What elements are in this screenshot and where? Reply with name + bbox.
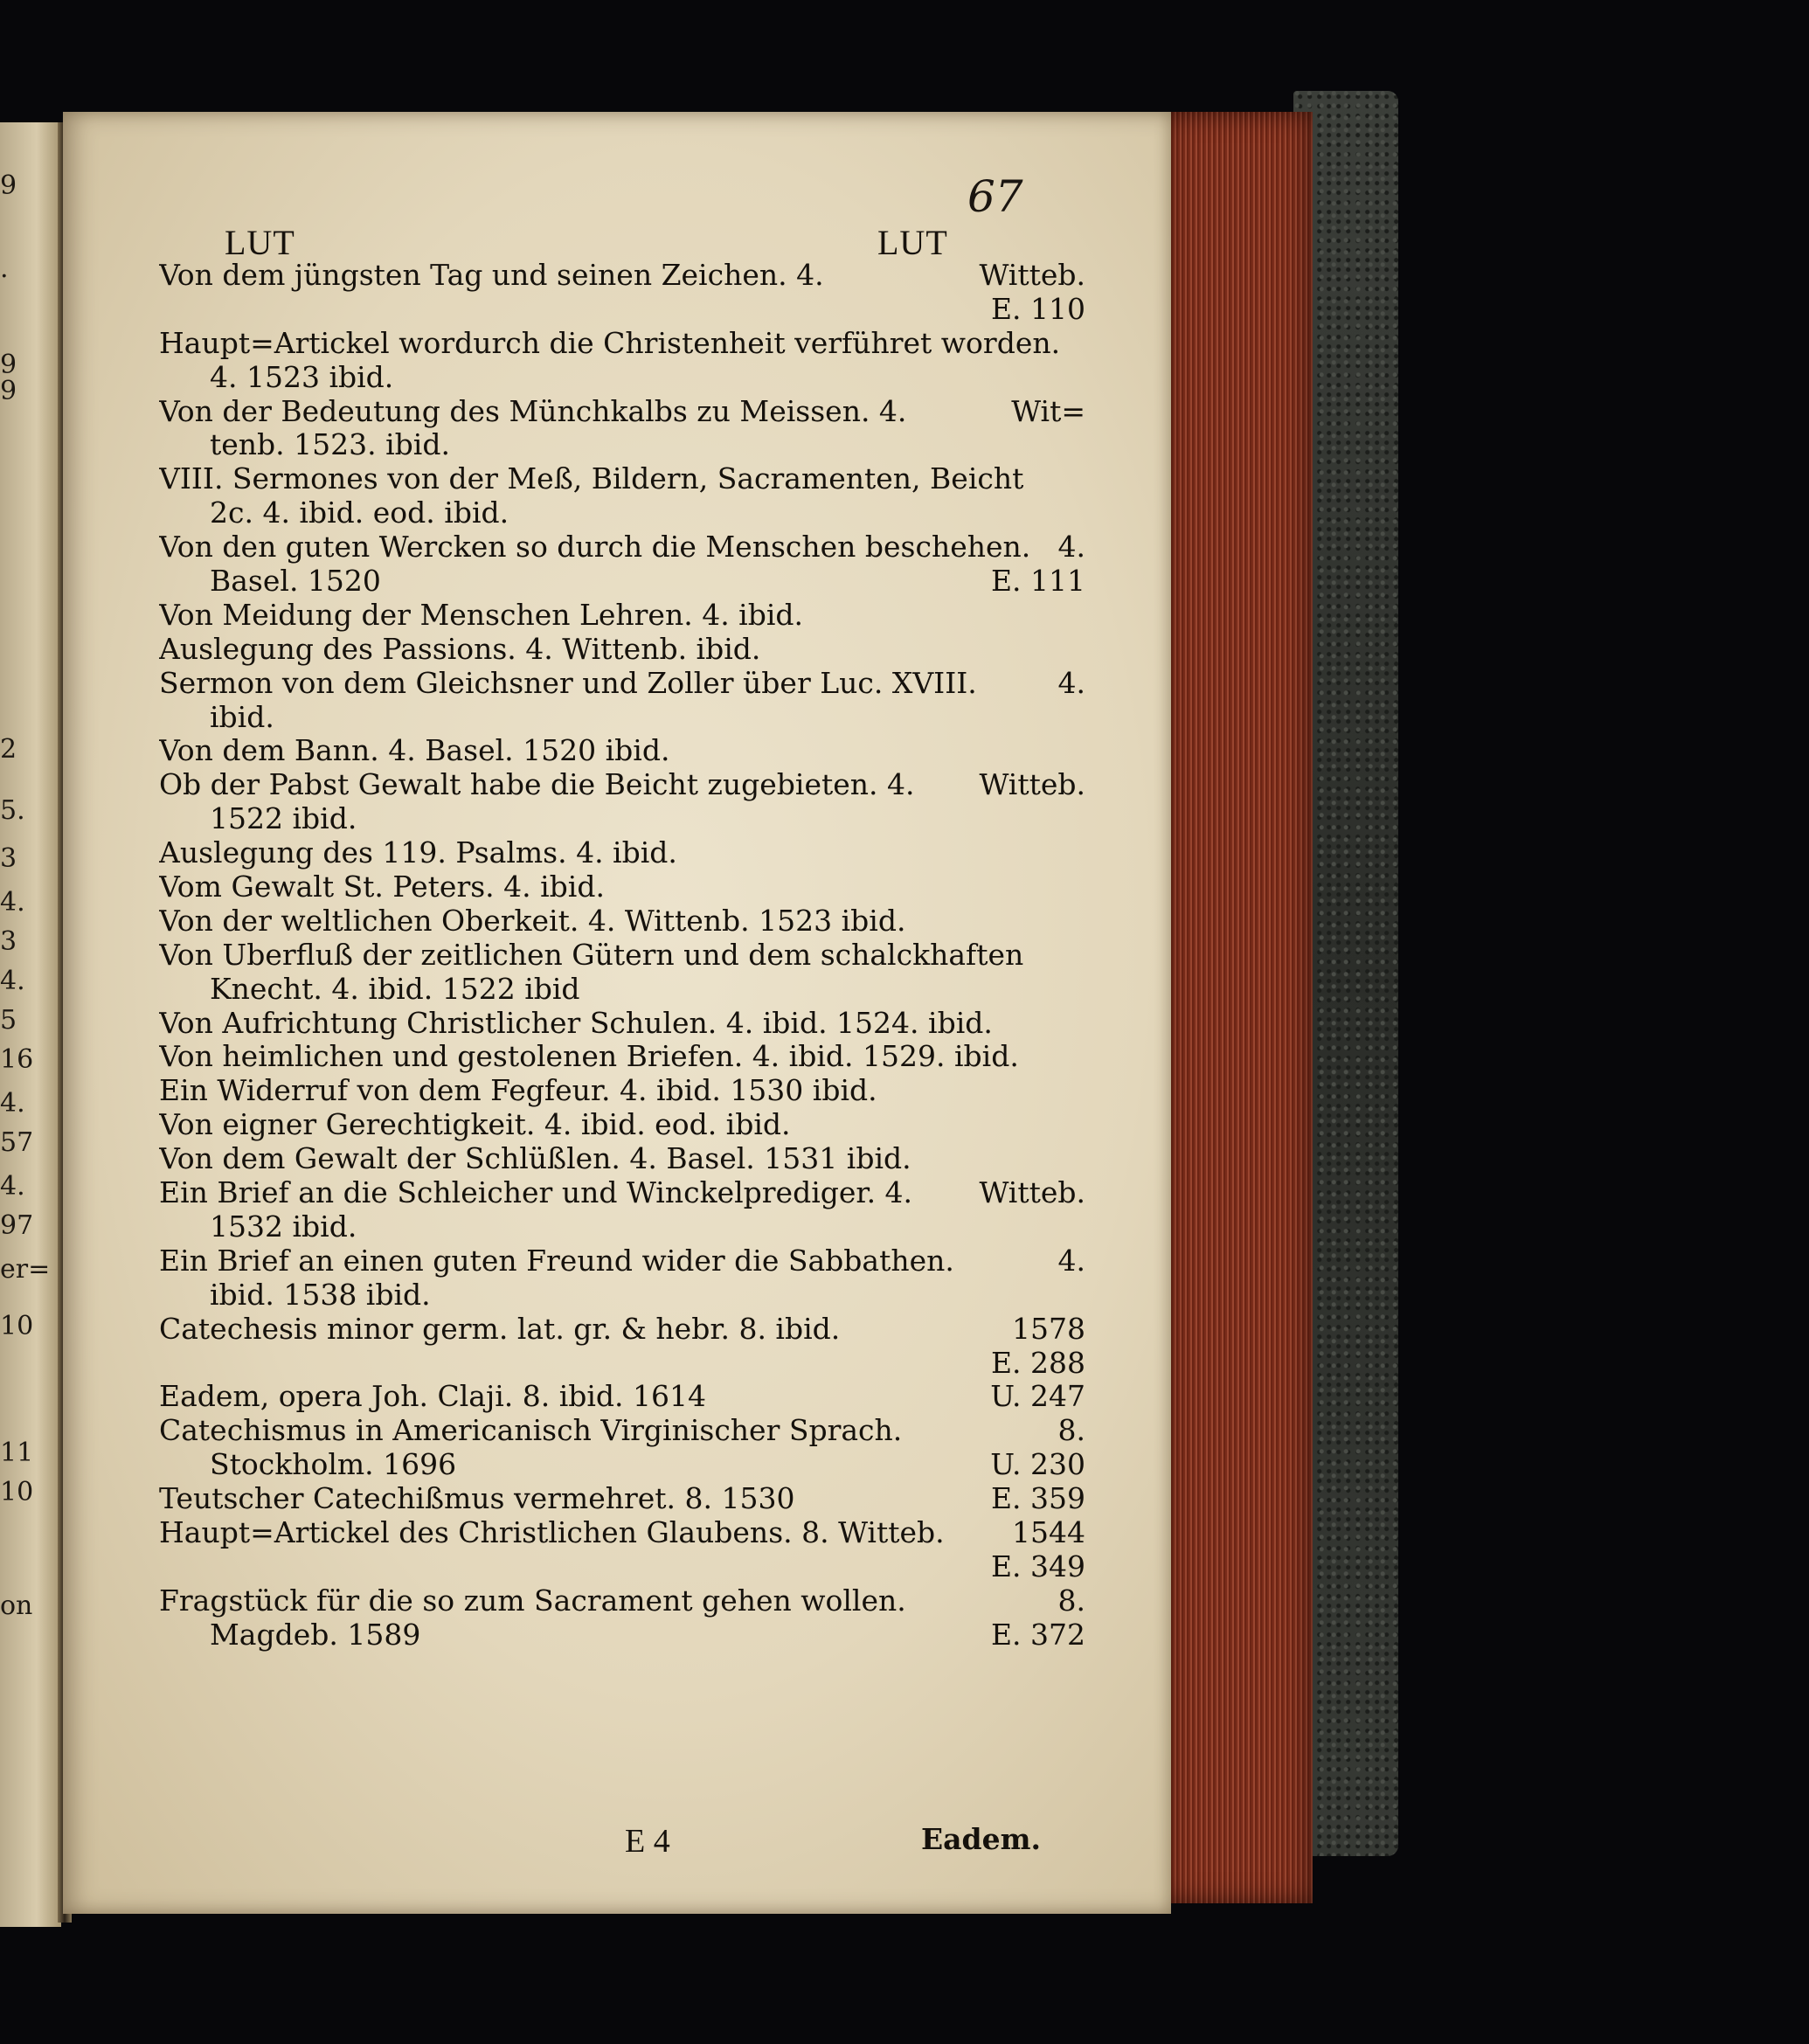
previous-page-fragment: 4. <box>0 1171 25 1202</box>
previous-page-fragment: . <box>0 253 9 284</box>
entry-text: Haupt=Artickel des Christlichen Glaubens. 8. Witteb. <box>159 1515 945 1549</box>
page-number: 67 <box>967 171 1023 222</box>
entry-text: Ein Brief an die Schleicher und Winckelprediger. 4. <box>159 1176 913 1210</box>
entry-reference: 4. <box>1057 530 1085 565</box>
entry-line <box>159 428 1085 462</box>
entry-reference: E. 288 <box>990 1346 1085 1380</box>
entry-line <box>159 973 1085 1007</box>
entry-line <box>159 327 1085 361</box>
entry-reference: U. 230 <box>990 1448 1085 1482</box>
entry-line <box>159 939 1085 973</box>
page-block-fore-edge <box>1162 112 1313 1903</box>
entry-text: Fragstück für die so zum Sacrament gehen wollen. <box>159 1583 906 1618</box>
entry-reference: Witteb. <box>979 1176 1085 1210</box>
running-head-left: LUT <box>225 223 295 262</box>
entry-text: Von der weltlichen Oberkeit. 4. Wittenb. 1523 ibid. <box>159 904 906 938</box>
entry-line <box>159 1108 1085 1142</box>
entry-line <box>159 1313 1085 1347</box>
entry-text: Ein Widerruf von dem Fegfeur. 4. ibid. 1530 ibid. <box>159 1074 877 1108</box>
previous-page-fragment: 9 <box>0 170 17 201</box>
entry-line <box>159 361 1085 395</box>
entry-text: Haupt=Artickel wordurch die Christenheit verführet worden. <box>159 326 1061 360</box>
entry-line <box>159 1516 1085 1550</box>
entry-reference: U. 247 <box>990 1380 1085 1414</box>
bibliography-entries <box>159 259 1085 1653</box>
previous-page-fragment: 11 <box>0 1438 34 1468</box>
entry-text: 1522 ibid. <box>210 802 357 836</box>
entry-line <box>159 904 1085 939</box>
catchword: Eadem. <box>921 1822 1042 1856</box>
entry-line <box>159 1074 1085 1108</box>
entry-text: Von dem Bann. 4. Basel. 1520 ibid. <box>159 734 670 768</box>
entry-reference: Wit= <box>1011 394 1085 428</box>
entry-text: Ein Brief an einen guten Freund wider die Sabbathen. <box>159 1244 954 1278</box>
entry-text: VIII. Sermones von der Meß, Bildern, Sacramenten, Beicht <box>159 462 1024 496</box>
entry-line <box>159 1007 1085 1041</box>
entry-text: Catechesis minor germ. lat. gr. & hebr. 8. ibid. <box>159 1312 841 1346</box>
entry-line <box>159 1040 1085 1074</box>
entry-text: Von den guten Wercken so durch die Menschen beschehen. <box>159 530 1031 565</box>
entry-text: 2c. 4. ibid. eod. ibid. <box>210 496 509 530</box>
entry-line <box>159 530 1085 565</box>
entry-text: Von Meidung der Menschen Lehren. 4. ibid. <box>159 598 804 632</box>
previous-page-fragment: 4. <box>0 966 25 996</box>
previous-page-fragment: er= <box>0 1254 51 1285</box>
entry-text: Stockholm. 1696 <box>210 1448 457 1482</box>
previous-page-fragment: 3 <box>0 926 17 957</box>
entry-line <box>159 1618 1085 1653</box>
entry-reference: E. 349 <box>990 1549 1085 1583</box>
entry-line <box>159 496 1085 530</box>
entry-line <box>159 1210 1085 1244</box>
entry-line <box>159 1176 1085 1210</box>
entry-text: tenb. 1523. ibid. <box>210 428 450 462</box>
previous-page-fragment: 2 <box>0 734 17 765</box>
previous-page-fragment: 4. <box>0 887 25 918</box>
entry-reference: 8. <box>1057 1583 1085 1618</box>
signature-mark: E 4 <box>625 1823 670 1860</box>
entry-text: Von Uberfluß der zeitlichen Gütern und dem schalckhaften <box>159 938 1024 972</box>
entry-line <box>159 667 1085 701</box>
entry-reference: E. 372 <box>990 1618 1085 1652</box>
entry-line <box>159 599 1085 633</box>
entry-text: Auslegung des 119. Psalms. 4. ibid. <box>159 836 677 870</box>
previous-page-fragment: 16 <box>0 1044 34 1075</box>
entry-reference: Witteb. <box>979 768 1085 802</box>
previous-page-fragment: 9 <box>0 376 17 406</box>
entry-text: Von eigner Gerechtigkeit. 4. ibid. eod. ibid. <box>159 1108 791 1142</box>
entry-line <box>159 734 1085 768</box>
entry-line <box>159 1414 1085 1448</box>
entry-line <box>159 633 1085 667</box>
entry-text: Ob der Pabst Gewalt habe die Beicht zugebieten. 4. <box>159 768 915 802</box>
previous-page-fragment: 57 <box>0 1127 34 1158</box>
entry-line <box>159 259 1085 293</box>
entry-reference: 4. <box>1057 1244 1085 1278</box>
entry-text: Von der Bedeutung des Münchkalbs zu Meissen. 4. <box>159 394 907 428</box>
entry-line <box>159 768 1085 802</box>
entry-reference: 8. <box>1057 1414 1085 1448</box>
previous-page-fragment: 10 <box>0 1311 34 1341</box>
previous-page-fragment: 97 <box>0 1210 34 1241</box>
entry-line <box>159 1584 1085 1618</box>
entry-line <box>159 293 1085 327</box>
entry-text: Auslegung des Passions. 4. Wittenb. ibid. <box>159 632 761 666</box>
entry-line <box>159 1278 1085 1313</box>
entry-text: Von heimlichen und gestolenen Briefen. 4. ibid. 1529. ibid. <box>159 1040 1019 1074</box>
entry-line <box>159 1550 1085 1584</box>
entry-line <box>159 1142 1085 1176</box>
entry-reference: 1578 <box>1012 1312 1085 1346</box>
entry-reference: E. 359 <box>990 1482 1085 1516</box>
entry-line <box>159 870 1085 904</box>
entry-line <box>159 1482 1085 1516</box>
entry-text: Von dem Gewalt der Schlüßlen. 4. Basel. 1531 ibid. <box>159 1142 911 1176</box>
entry-line <box>159 462 1085 496</box>
entry-line <box>159 701 1085 735</box>
entry-reference: Witteb. <box>979 259 1085 292</box>
running-head-right: LUT <box>877 223 948 262</box>
entry-text: Basel. 1520 <box>210 565 381 599</box>
entry-line <box>159 1448 1085 1482</box>
entry-text: Von dem jüngsten Tag und seinen Zeichen. 4. <box>159 259 824 292</box>
previous-page-fragment: 3 <box>0 843 17 874</box>
entry-text: Von Aufrichtung Christlicher Schulen. 4. ibid. 1524. ibid. <box>159 1006 993 1040</box>
entry-text: 1532 ibid. <box>210 1209 357 1244</box>
entry-reference: 1544 <box>1012 1515 1085 1549</box>
entry-line <box>159 1244 1085 1278</box>
entry-line <box>159 1347 1085 1381</box>
entry-text: Sermon von dem Gleichsner und Zoller über Luc. XVIII. <box>159 666 977 700</box>
previous-page-fragment: on <box>0 1590 33 1621</box>
entry-text: Knecht. 4. ibid. 1522 ibid <box>210 972 580 1006</box>
previous-page-edge <box>0 122 61 1927</box>
entry-line <box>159 802 1085 836</box>
entry-line <box>159 836 1085 870</box>
entry-reference: E. 110 <box>990 292 1085 326</box>
entry-text: ibid. <box>210 700 274 734</box>
entry-line <box>159 395 1085 429</box>
entry-reference: E. 111 <box>990 565 1085 599</box>
previous-page-fragment: 5. <box>0 795 25 826</box>
entry-reference: 4. <box>1057 666 1085 700</box>
previous-page-fragment: 4. <box>0 1088 25 1119</box>
entry-line <box>159 1380 1085 1414</box>
book-page <box>63 112 1171 1914</box>
entry-line <box>159 565 1085 599</box>
previous-page-fragment: 9 <box>0 350 17 380</box>
previous-page-fragment: 5 <box>0 1005 17 1036</box>
entry-text: Magdeb. 1589 <box>210 1618 421 1652</box>
previous-page-fragment: 10 <box>0 1477 34 1507</box>
entry-text: ibid. 1538 ibid. <box>210 1278 431 1312</box>
entry-text: Eadem, opera Joh. Claji. 8. ibid. 1614 <box>159 1380 707 1414</box>
entry-text: Teutscher Catechißmus vermehret. 8. 1530 <box>159 1482 795 1516</box>
entry-text: Catechismus in Americanisch Virginischer Sprach. <box>159 1414 903 1448</box>
entry-text: 4. 1523 ibid. <box>210 360 394 394</box>
entry-text: Vom Gewalt St. Peters. 4. ibid. <box>159 870 605 904</box>
